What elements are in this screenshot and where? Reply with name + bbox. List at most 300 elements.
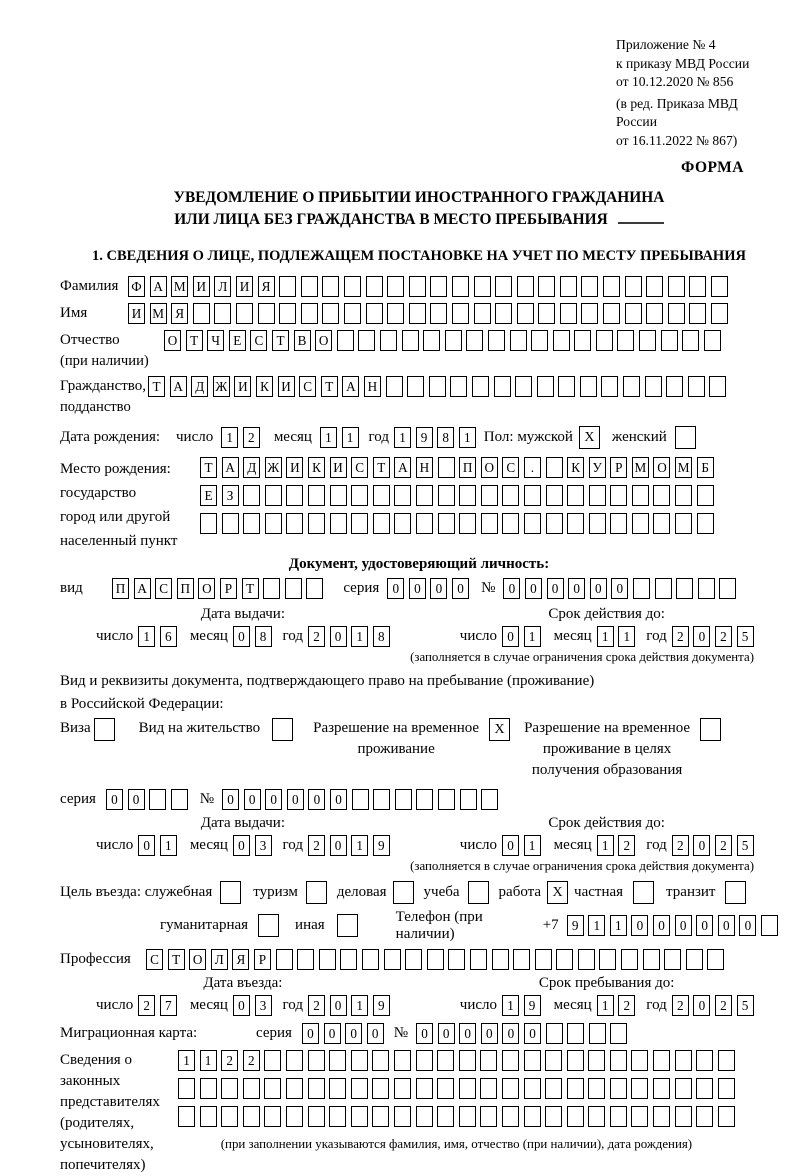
char-cell[interactable]: [711, 303, 728, 324]
checkbox-cell[interactable]: [393, 881, 414, 904]
char-cell[interactable]: [596, 330, 613, 351]
char-cell[interactable]: [707, 949, 724, 970]
char-cell[interactable]: 0: [265, 789, 282, 810]
checkbox-cell[interactable]: X: [547, 881, 568, 904]
char-cell[interactable]: А: [394, 457, 411, 478]
permit-number-grid[interactable]: [222, 789, 498, 810]
checkbox-cell[interactable]: [468, 881, 489, 904]
char-cell[interactable]: [610, 1023, 627, 1044]
char-cell[interactable]: [492, 949, 509, 970]
char-cell[interactable]: [337, 330, 354, 351]
char-cell[interactable]: А: [222, 457, 239, 478]
char-cell[interactable]: [610, 513, 627, 534]
rvp-checkbox[interactable]: [489, 718, 510, 741]
char-cell[interactable]: [265, 513, 282, 534]
char-cell[interactable]: 1: [342, 427, 359, 448]
char-cell[interactable]: [372, 1106, 389, 1127]
char-cell[interactable]: [556, 949, 573, 970]
char-cell[interactable]: 1: [394, 427, 411, 448]
char-cell[interactable]: [286, 1106, 303, 1127]
char-cell[interactable]: Т: [242, 578, 259, 599]
purpose-humanitarian-checkbox[interactable]: [258, 914, 279, 937]
char-cell[interactable]: [643, 949, 660, 970]
char-cell[interactable]: 0: [693, 995, 710, 1016]
char-cell[interactable]: [264, 1078, 281, 1099]
char-cell[interactable]: [459, 1106, 476, 1127]
char-cell[interactable]: [200, 513, 217, 534]
char-cell[interactable]: [524, 1050, 541, 1071]
char-cell[interactable]: [344, 303, 361, 324]
char-cell[interactable]: [276, 949, 293, 970]
char-cell[interactable]: [308, 485, 325, 506]
char-cell[interactable]: 0: [503, 578, 520, 599]
char-cell[interactable]: М: [632, 457, 649, 478]
char-cell[interactable]: [646, 303, 663, 324]
char-cell[interactable]: [567, 1023, 584, 1044]
char-cell[interactable]: [538, 303, 555, 324]
char-cell[interactable]: К: [256, 376, 273, 397]
char-cell[interactable]: [344, 276, 361, 297]
char-cell[interactable]: 0: [367, 1023, 384, 1044]
char-cell[interactable]: [258, 303, 275, 324]
char-cell[interactable]: [402, 330, 419, 351]
char-cell[interactable]: [459, 1050, 476, 1071]
char-cell[interactable]: [631, 1050, 648, 1071]
char-cell[interactable]: О: [189, 949, 206, 970]
char-cell[interactable]: 2: [308, 835, 325, 856]
char-cell[interactable]: [610, 1050, 627, 1071]
char-cell[interactable]: С: [155, 578, 172, 599]
char-cell[interactable]: [430, 276, 447, 297]
char-cell[interactable]: [193, 303, 210, 324]
stay-day-grid[interactable]: [502, 995, 541, 1016]
char-cell[interactable]: Б: [697, 457, 714, 478]
char-cell[interactable]: [416, 485, 433, 506]
char-cell[interactable]: [286, 513, 303, 534]
char-cell[interactable]: [631, 1106, 648, 1127]
char-cell[interactable]: 1: [320, 427, 337, 448]
char-cell[interactable]: [560, 303, 577, 324]
char-cell[interactable]: [666, 376, 683, 397]
char-cell[interactable]: 6: [160, 626, 177, 647]
char-cell[interactable]: [689, 276, 706, 297]
doc-issue-day-grid[interactable]: [138, 626, 177, 647]
char-cell[interactable]: А: [150, 276, 167, 297]
char-cell[interactable]: [264, 1106, 281, 1127]
char-cell[interactable]: 0: [387, 578, 404, 599]
checkbox-cell[interactable]: [700, 718, 721, 741]
char-cell[interactable]: 1: [160, 835, 177, 856]
char-cell[interactable]: [329, 1078, 346, 1099]
char-cell[interactable]: [416, 1050, 433, 1071]
char-cell[interactable]: [351, 485, 368, 506]
sex-female-checkbox[interactable]: [675, 426, 696, 449]
char-cell[interactable]: [675, 485, 692, 506]
char-cell[interactable]: 7: [160, 995, 177, 1016]
char-cell[interactable]: 0: [430, 578, 447, 599]
profession-grid[interactable]: [146, 949, 724, 970]
char-cell[interactable]: [351, 1050, 368, 1071]
char-cell[interactable]: [610, 485, 627, 506]
char-cell[interactable]: [409, 303, 426, 324]
char-cell[interactable]: [200, 1106, 217, 1127]
char-cell[interactable]: О: [481, 457, 498, 478]
char-cell[interactable]: [588, 1050, 605, 1071]
char-cell[interactable]: [718, 1078, 735, 1099]
char-cell[interactable]: [688, 376, 705, 397]
char-cell[interactable]: Н: [364, 376, 381, 397]
char-cell[interactable]: [452, 303, 469, 324]
checkbox-cell[interactable]: X: [579, 426, 600, 449]
char-cell[interactable]: И: [193, 276, 210, 297]
char-cell[interactable]: [655, 578, 672, 599]
char-cell[interactable]: 2: [672, 995, 689, 1016]
char-cell[interactable]: И: [330, 457, 347, 478]
char-cell[interactable]: [243, 1078, 260, 1099]
char-cell[interactable]: 0: [106, 789, 123, 810]
char-cell[interactable]: [711, 276, 728, 297]
char-cell[interactable]: [625, 303, 642, 324]
char-cell[interactable]: [279, 303, 296, 324]
char-cell[interactable]: [589, 1023, 606, 1044]
char-cell[interactable]: [459, 485, 476, 506]
birthplace-grid-1[interactable]: [200, 457, 714, 478]
char-cell[interactable]: [718, 1106, 735, 1127]
char-cell[interactable]: [689, 303, 706, 324]
char-cell[interactable]: С: [502, 457, 519, 478]
char-cell[interactable]: О: [653, 457, 670, 478]
char-cell[interactable]: 9: [524, 995, 541, 1016]
char-cell[interactable]: 1: [351, 626, 368, 647]
entry-month-grid[interactable]: [233, 995, 272, 1016]
char-cell[interactable]: [308, 1106, 325, 1127]
char-cell[interactable]: [567, 1050, 584, 1071]
char-cell[interactable]: [319, 949, 336, 970]
entry-day-grid[interactable]: [138, 995, 177, 1016]
char-cell[interactable]: [481, 513, 498, 534]
char-cell[interactable]: [589, 513, 606, 534]
char-cell[interactable]: [286, 1078, 303, 1099]
char-cell[interactable]: О: [198, 578, 215, 599]
char-cell[interactable]: 0: [233, 835, 250, 856]
char-cell[interactable]: М: [675, 457, 692, 478]
char-cell[interactable]: [236, 303, 253, 324]
char-cell[interactable]: Я: [171, 303, 188, 324]
char-cell[interactable]: В: [294, 330, 311, 351]
char-cell[interactable]: [653, 1106, 670, 1127]
birth-month-grid[interactable]: [320, 427, 359, 448]
char-cell[interactable]: [308, 1050, 325, 1071]
purpose-business-checkbox[interactable]: [393, 881, 414, 904]
char-cell[interactable]: [301, 303, 318, 324]
char-cell[interactable]: [340, 949, 357, 970]
char-cell[interactable]: 0: [244, 789, 261, 810]
char-cell[interactable]: [373, 789, 390, 810]
checkbox-cell[interactable]: [94, 718, 115, 741]
char-cell[interactable]: 9: [416, 427, 433, 448]
doc-issue-month-grid[interactable]: [233, 626, 272, 647]
mig-number-grid[interactable]: [416, 1023, 627, 1044]
purpose-tourism-checkbox[interactable]: [306, 881, 327, 904]
char-cell[interactable]: [437, 1050, 454, 1071]
purpose-other-checkbox[interactable]: [337, 914, 358, 937]
char-cell[interactable]: И: [236, 276, 253, 297]
char-cell[interactable]: 1: [618, 626, 635, 647]
char-cell[interactable]: [437, 1106, 454, 1127]
char-cell[interactable]: 0: [345, 1023, 362, 1044]
permit-series-grid[interactable]: [106, 789, 188, 810]
char-cell[interactable]: [221, 1078, 238, 1099]
rep-grid-3[interactable]: [178, 1106, 735, 1127]
checkbox-cell[interactable]: [258, 914, 279, 937]
char-cell[interactable]: [387, 303, 404, 324]
char-cell[interactable]: [502, 1078, 519, 1099]
char-cell[interactable]: Т: [200, 457, 217, 478]
char-cell[interactable]: [581, 276, 598, 297]
char-cell[interactable]: П: [112, 578, 129, 599]
char-cell[interactable]: [372, 1078, 389, 1099]
char-cell[interactable]: С: [351, 457, 368, 478]
char-cell[interactable]: М: [171, 276, 188, 297]
char-cell[interactable]: [588, 1078, 605, 1099]
checkbox-cell[interactable]: X: [489, 718, 510, 741]
char-cell[interactable]: [675, 1078, 692, 1099]
purpose-official-checkbox[interactable]: [220, 881, 241, 904]
doc-valid-year-grid[interactable]: [672, 626, 754, 647]
char-cell[interactable]: [546, 513, 563, 534]
char-cell[interactable]: [537, 376, 554, 397]
char-cell[interactable]: [632, 485, 649, 506]
char-cell[interactable]: 0: [693, 626, 710, 647]
residence-permit-checkbox[interactable]: [272, 718, 293, 741]
char-cell[interactable]: 0: [459, 1023, 476, 1044]
purpose-private-checkbox[interactable]: [633, 881, 654, 904]
char-cell[interactable]: 1: [502, 995, 519, 1016]
char-cell[interactable]: [380, 330, 397, 351]
char-cell[interactable]: [567, 513, 584, 534]
char-cell[interactable]: [394, 1050, 411, 1071]
char-cell[interactable]: [698, 578, 715, 599]
char-cell[interactable]: [438, 457, 455, 478]
birth-year-grid[interactable]: [394, 427, 476, 448]
char-cell[interactable]: [553, 330, 570, 351]
stay-year-grid[interactable]: [672, 995, 754, 1016]
char-cell[interactable]: [366, 276, 383, 297]
checkbox-cell[interactable]: [633, 881, 654, 904]
char-cell[interactable]: 0: [481, 1023, 498, 1044]
char-cell[interactable]: [675, 1106, 692, 1127]
char-cell[interactable]: [531, 330, 548, 351]
char-cell[interactable]: [407, 376, 424, 397]
char-cell[interactable]: [567, 485, 584, 506]
char-cell[interactable]: 0: [718, 915, 735, 936]
doc-number-grid[interactable]: [503, 578, 736, 599]
char-cell[interactable]: 2: [715, 995, 732, 1016]
char-cell[interactable]: [546, 1023, 563, 1044]
char-cell[interactable]: [243, 513, 260, 534]
char-cell[interactable]: И: [286, 457, 303, 478]
char-cell[interactable]: [653, 1050, 670, 1071]
char-cell[interactable]: 8: [255, 626, 272, 647]
char-cell[interactable]: [279, 276, 296, 297]
permit-valid-year-grid[interactable]: [672, 835, 754, 856]
char-cell[interactable]: [524, 485, 541, 506]
char-cell[interactable]: [322, 303, 339, 324]
char-cell[interactable]: 9: [373, 995, 390, 1016]
checkbox-cell[interactable]: [306, 881, 327, 904]
char-cell[interactable]: Р: [220, 578, 237, 599]
char-cell[interactable]: [286, 1050, 303, 1071]
char-cell[interactable]: [545, 1050, 562, 1071]
char-cell[interactable]: [384, 949, 401, 970]
char-cell[interactable]: 2: [308, 995, 325, 1016]
char-cell[interactable]: [330, 513, 347, 534]
rep-grid-1[interactable]: [178, 1050, 735, 1071]
char-cell[interactable]: Л: [214, 276, 231, 297]
char-cell[interactable]: [610, 1078, 627, 1099]
char-cell[interactable]: 8: [437, 427, 454, 448]
char-cell[interactable]: [696, 1078, 713, 1099]
char-cell[interactable]: [631, 1078, 648, 1099]
char-cell[interactable]: Т: [168, 949, 185, 970]
char-cell[interactable]: [603, 276, 620, 297]
sex-male-checkbox[interactable]: [579, 426, 600, 449]
char-cell[interactable]: И: [234, 376, 251, 397]
char-cell[interactable]: [502, 513, 519, 534]
permit-valid-month-grid[interactable]: [597, 835, 636, 856]
char-cell[interactable]: [545, 1078, 562, 1099]
char-cell[interactable]: [524, 1078, 541, 1099]
char-cell[interactable]: [438, 789, 455, 810]
doc-issue-year-grid[interactable]: [308, 626, 390, 647]
char-cell[interactable]: 2: [672, 626, 689, 647]
char-cell[interactable]: [645, 376, 662, 397]
char-cell[interactable]: [646, 276, 663, 297]
char-cell[interactable]: [545, 1106, 562, 1127]
char-cell[interactable]: 0: [416, 1023, 433, 1044]
char-cell[interactable]: Т: [148, 376, 165, 397]
char-cell[interactable]: [578, 949, 595, 970]
char-cell[interactable]: [599, 949, 616, 970]
char-cell[interactable]: [761, 915, 778, 936]
birthplace-grid-2[interactable]: [200, 485, 714, 506]
char-cell[interactable]: [623, 376, 640, 397]
char-cell[interactable]: 0: [524, 1023, 541, 1044]
char-cell[interactable]: [427, 949, 444, 970]
char-cell[interactable]: 0: [324, 1023, 341, 1044]
char-cell[interactable]: [567, 1078, 584, 1099]
char-cell[interactable]: [460, 789, 477, 810]
char-cell[interactable]: [470, 949, 487, 970]
char-cell[interactable]: Ж: [213, 376, 230, 397]
char-cell[interactable]: [589, 485, 606, 506]
char-cell[interactable]: [664, 949, 681, 970]
purpose-transit-checkbox[interactable]: [725, 881, 746, 904]
char-cell[interactable]: [243, 1106, 260, 1127]
char-cell[interactable]: [495, 276, 512, 297]
char-cell[interactable]: [459, 1078, 476, 1099]
char-cell[interactable]: 0: [568, 578, 585, 599]
char-cell[interactable]: [653, 1078, 670, 1099]
char-cell[interactable]: [580, 376, 597, 397]
char-cell[interactable]: Л: [211, 949, 228, 970]
char-cell[interactable]: [513, 949, 530, 970]
checkbox-cell[interactable]: [220, 881, 241, 904]
char-cell[interactable]: 2: [618, 835, 635, 856]
char-cell[interactable]: [474, 303, 491, 324]
char-cell[interactable]: 2: [243, 1050, 260, 1071]
char-cell[interactable]: [306, 578, 323, 599]
char-cell[interactable]: 0: [590, 578, 607, 599]
char-cell[interactable]: [560, 276, 577, 297]
char-cell[interactable]: [480, 1050, 497, 1071]
char-cell[interactable]: [372, 1050, 389, 1071]
char-cell[interactable]: Р: [254, 949, 271, 970]
char-cell[interactable]: 1: [597, 835, 614, 856]
char-cell[interactable]: [574, 330, 591, 351]
char-cell[interactable]: 1: [351, 995, 368, 1016]
char-cell[interactable]: [676, 578, 693, 599]
char-cell[interactable]: Я: [258, 276, 275, 297]
char-cell[interactable]: [480, 1106, 497, 1127]
char-cell[interactable]: [394, 1078, 411, 1099]
char-cell[interactable]: [358, 330, 375, 351]
char-cell[interactable]: [409, 276, 426, 297]
char-cell[interactable]: [588, 1106, 605, 1127]
char-cell[interactable]: Т: [321, 376, 338, 397]
char-cell[interactable]: [686, 949, 703, 970]
char-cell[interactable]: [718, 1050, 735, 1071]
char-cell[interactable]: 0: [287, 789, 304, 810]
char-cell[interactable]: 5: [737, 995, 754, 1016]
char-cell[interactable]: Н: [416, 457, 433, 478]
char-cell[interactable]: Ж: [265, 457, 282, 478]
rvp-edu-checkbox[interactable]: [700, 718, 721, 741]
char-cell[interactable]: [632, 513, 649, 534]
char-cell[interactable]: З: [222, 485, 239, 506]
doc-type-grid[interactable]: [112, 578, 323, 599]
char-cell[interactable]: 0: [739, 915, 756, 936]
char-cell[interactable]: У: [589, 457, 606, 478]
char-cell[interactable]: [416, 513, 433, 534]
char-cell[interactable]: [178, 1106, 195, 1127]
char-cell[interactable]: И: [278, 376, 295, 397]
birth-day-grid[interactable]: [221, 427, 260, 448]
checkbox-cell[interactable]: [675, 426, 696, 449]
char-cell[interactable]: 2: [715, 835, 732, 856]
char-cell[interactable]: 0: [547, 578, 564, 599]
char-cell[interactable]: [452, 276, 469, 297]
char-cell[interactable]: Д: [191, 376, 208, 397]
char-cell[interactable]: [351, 1078, 368, 1099]
char-cell[interactable]: [524, 1106, 541, 1127]
char-cell[interactable]: 1: [200, 1050, 217, 1071]
char-cell[interactable]: [351, 1106, 368, 1127]
permit-issue-month-grid[interactable]: [233, 835, 272, 856]
char-cell[interactable]: [633, 578, 650, 599]
char-cell[interactable]: [386, 376, 403, 397]
char-cell[interactable]: [696, 1050, 713, 1071]
char-cell[interactable]: 1: [524, 626, 541, 647]
char-cell[interactable]: О: [315, 330, 332, 351]
char-cell[interactable]: П: [459, 457, 476, 478]
name-grid[interactable]: [128, 303, 728, 324]
char-cell[interactable]: [149, 789, 166, 810]
char-cell[interactable]: [668, 303, 685, 324]
char-cell[interactable]: 1: [597, 995, 614, 1016]
char-cell[interactable]: [438, 485, 455, 506]
char-cell[interactable]: [696, 1106, 713, 1127]
